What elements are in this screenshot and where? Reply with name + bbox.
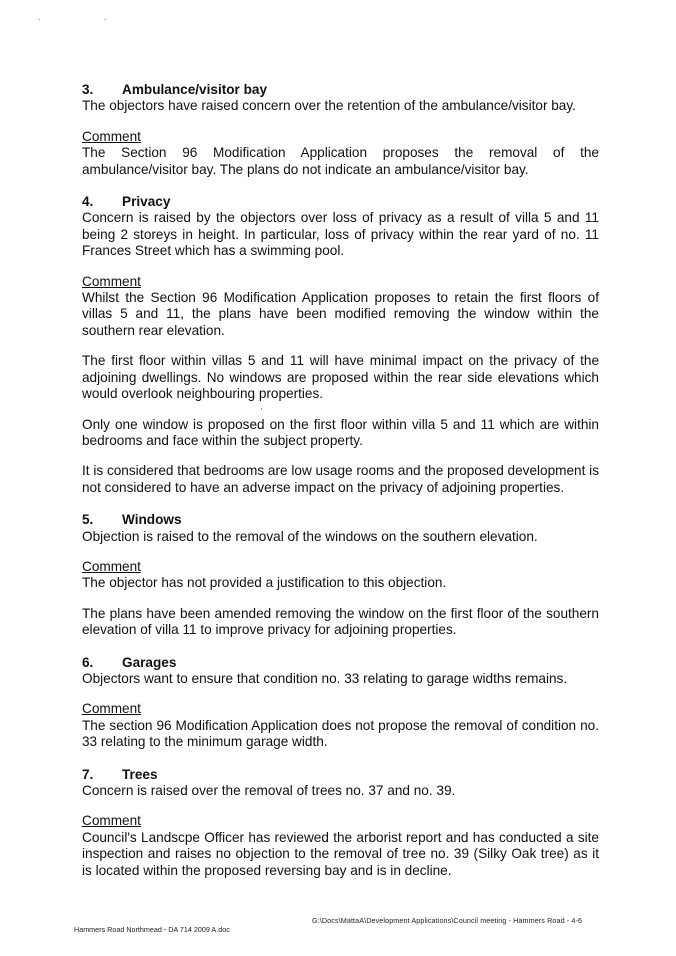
section-privacy <box>82 194 599 496</box>
section-heading <box>82 655 599 671</box>
document-body <box>82 82 599 879</box>
comment-paragraph: The Section 96 Modification Application proposes the removal of the ambulance/visitor bay. The plans do not indicate an ambulance/visitor bay. <box>82 145 599 177</box>
section-number: 7. <box>82 766 94 782</box>
comment-paragraph: The section 96 Modification Application does not propose the removal of condition no. 33 relating to the minimum garage width. <box>82 717 599 750</box>
section-number: 6. <box>82 654 94 670</box>
comment-paragraph: The plans have been amended removing the window on the first floor of the southern elevation of villa 11 to improve privacy for adjoining properties. <box>82 605 599 638</box>
comment-paragraph: Council's Landscpe Officer has reviewed the arborist report and has conducted a site inspection and raises no objection to the removal of tree no. 39 (Silky Oak tree) as it is located within the proposed reversing bay and is in decline. <box>82 829 599 878</box>
comment-label: Comment <box>82 273 141 289</box>
comment-label: Comment <box>82 701 141 717</box>
section-body: Concern is raised over the removal of trees no. 37 and no. 39. <box>82 783 456 798</box>
comment-label: Comment <box>82 558 141 574</box>
section-number: 3. <box>82 82 94 97</box>
comment-paragraph: Only one window is proposed on the first floor within villa 5 and 11 which are within bedrooms and face within the subject property. <box>82 416 599 448</box>
section-garages <box>82 655 599 751</box>
footer-document-name: Hammers Road Northmead - DA 714 2009 A.doc <box>74 925 230 934</box>
section-number: 5. <box>82 512 94 528</box>
footer-file-path: G:\Docs\MattaA\Development Applications\Council meeting - Hammers Road - 4-6 <box>312 916 583 925</box>
section-ambulance <box>82 82 599 178</box>
comment-paragraph: It is considered that bedrooms are low usage rooms and the proposed development is not considered to have an adverse impact on the privacy of adjoining properties. <box>82 463 599 495</box>
section-body: Objectors want to ensure that condition no. 33 relating to garage widths remains. <box>82 670 568 686</box>
comment-label: Comment <box>82 128 141 144</box>
section-trees <box>82 767 599 879</box>
section-heading <box>82 82 599 98</box>
comment-paragraph: The first floor within villas 5 and 11 will have minimal impact on the privacy of the adjoining dwellings. No windows are proposed within the rear side elevations which would overlook neighbouring properties. <box>82 353 599 402</box>
comment-paragraph: Whilst the Section 96 Modification Application proposes to retain the first floors of villas 5 and 11, the plans have been modified removing the window within the southern rear elevation. <box>82 290 599 338</box>
section-title: Ambulance/visitor bay <box>122 82 268 97</box>
section-title: Garages <box>122 654 177 670</box>
comment-label: Comment <box>82 813 141 829</box>
section-heading <box>82 194 599 210</box>
section-windows <box>82 512 599 638</box>
section-title: Windows <box>122 512 182 528</box>
section-number: 4. <box>82 194 94 210</box>
section-body: Objection is raised to the removal of the windows on the southern elevation. <box>82 528 538 544</box>
scan-specks: · · <box>38 14 137 24</box>
section-body: Concern is raised by the objectors over loss of privacy as a result of villa 5 and 11 being 2 storeys in height. In particular, loss of privacy within the rear yard of no. 11 Frances Street which has a swimming pool. <box>82 210 599 259</box>
section-body: The objectors have raised concern over the retention of the ambulance/visitor bay. <box>82 98 576 114</box>
section-heading <box>82 512 599 528</box>
section-heading <box>82 767 599 783</box>
section-title: Privacy <box>122 194 171 210</box>
comment-paragraph: The objector has not provided a justification to this objection. <box>82 575 447 591</box>
section-title: Trees <box>122 766 158 782</box>
